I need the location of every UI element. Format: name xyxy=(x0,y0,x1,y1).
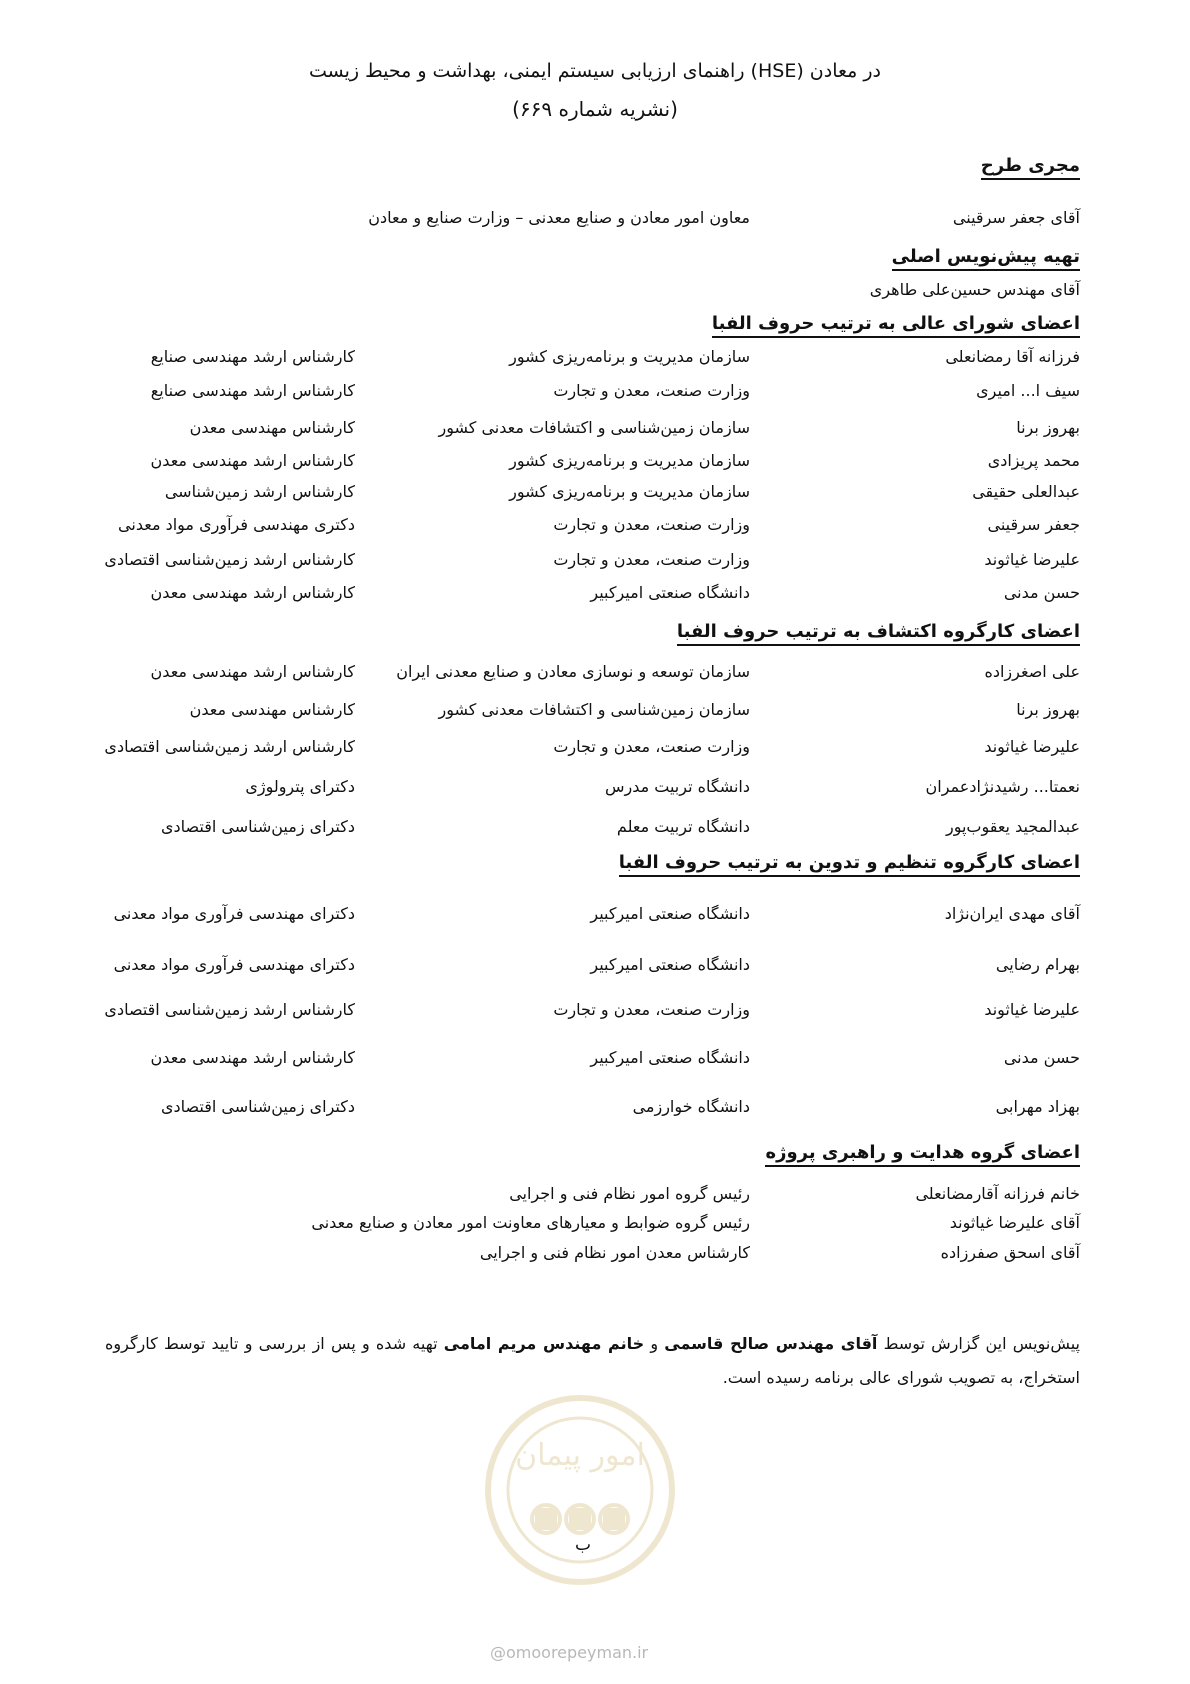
closing-paragraph xyxy=(105,1327,1080,1395)
member-organization: دانشگاه صنعتی امیرکبیر xyxy=(590,1048,750,1067)
member-name: بهرام رضایی xyxy=(995,955,1080,974)
member-organization: وزارت صنعت، معدن و تجارت xyxy=(553,1000,750,1019)
member-organization: سازمان مدیریت و برنامه‌ریزی کشور xyxy=(509,482,750,501)
executor-role: معاون امور معادن و صنایع معدنی – وزارت صنایع و معادن xyxy=(368,208,750,227)
member-degree: دکترای پترولوژی xyxy=(245,777,355,796)
member-name: حسن مدنی xyxy=(1003,583,1080,602)
member-degree: دکترای مهندسی فرآوری مواد معدنی xyxy=(113,955,355,974)
member-name: جعفر سرقینی xyxy=(987,515,1080,534)
compilation-heading: اعضای کارگروه تنظیم و تدوین به ترتیب حروف الفبا xyxy=(619,852,1080,877)
member-degree: دکترای زمین‌شناسی اقتصادی xyxy=(160,1097,355,1116)
member-organization: وزارت صنعت، معدن و تجارت xyxy=(553,381,750,400)
executor-heading: مجری طرح xyxy=(981,155,1080,180)
member-role: کارشناس معدن امور نظام فنی و اجرایی xyxy=(479,1243,750,1262)
member-role: رئیس گروه امور نظام فنی و اجرایی xyxy=(509,1184,750,1203)
member-name: فرزانه آقا رمضانعلی xyxy=(945,347,1080,366)
member-name: بهروز برنا xyxy=(1016,700,1080,719)
member-degree: دکترای زمین‌شناسی اقتصادی xyxy=(160,817,355,836)
member-degree: کارشناس ارشد زمین‌شناسی xyxy=(164,482,355,501)
member-name: آقای مهدی ایران‌نژاد xyxy=(944,904,1080,923)
member-degree: دکترای مهندسی فرآوری مواد معدنی xyxy=(113,904,355,923)
member-degree: کارشناس ارشد زمین‌شناسی اقتصادی xyxy=(104,1000,355,1019)
closing-author-2: خانم مهندس مریم امامی xyxy=(443,1334,645,1353)
member-organization: سازمان مدیریت و برنامه‌ریزی کشور xyxy=(509,347,750,366)
member-name: علیرضا غیاثوند xyxy=(984,550,1080,569)
member-organization: دانشگاه تربیت مدرس xyxy=(604,777,750,796)
member-name: حسن مدنی xyxy=(1003,1048,1080,1067)
member-degree: کارشناس ارشد مهندسی معدن xyxy=(150,451,355,470)
member-name: بهزاد مهرابی xyxy=(995,1097,1080,1116)
member-degree: کارشناس ارشد زمین‌شناسی اقتصادی xyxy=(104,550,355,569)
member-name: علی اصغرزاده xyxy=(984,662,1080,681)
member-organization: وزارت صنعت، معدن و تجارت xyxy=(553,515,750,534)
member-degree: کارشناس ارشد مهندسی صنایع xyxy=(150,381,355,400)
member-organization: سازمان زمین‌شناسی و اکتشافات معدنی کشور xyxy=(438,418,750,437)
watermark-logo xyxy=(480,1390,680,1590)
draft-author: آقای مهندس حسین‌علی طاهری xyxy=(869,280,1080,299)
member-degree: دکتری مهندسی فرآوری مواد معدنی xyxy=(118,515,355,534)
closing-text-2: و xyxy=(644,1334,665,1353)
draft-heading: تهیه پیش‌نویس اصلی xyxy=(892,246,1080,271)
member-organization: دانشگاه صنعتی امیرکبیر xyxy=(590,904,750,923)
guidance-heading: اعضای گروه هدایت و راهبری پروژه xyxy=(765,1142,1080,1167)
member-name: نعمتا... رشیدنژادعمران xyxy=(925,777,1080,796)
document-title: راهنمای ارزیابی سیستم ایمنی، بهداشت و محیط زیست (HSE) در معادن xyxy=(308,60,882,82)
member-degree: کارشناس مهندسی معدن xyxy=(189,700,355,719)
member-degree: کارشناس مهندسی معدن xyxy=(189,418,355,437)
page-number: ب xyxy=(575,1535,592,1555)
member-name: علیرضا غیاثوند xyxy=(984,1000,1080,1019)
exploration-heading: اعضای کارگروه اکتشاف به ترتیب حروف الفبا xyxy=(677,621,1080,646)
member-degree: کارشناس ارشد مهندسی معدن xyxy=(150,1048,355,1067)
member-organization: دانشگاه صنعتی امیرکبیر xyxy=(590,583,750,602)
member-name: عبدالمجید یعقوب‌پور xyxy=(945,817,1080,836)
executor-name: آقای جعفر سرقینی xyxy=(952,208,1080,227)
member-organization: سازمان مدیریت و برنامه‌ریزی کشور xyxy=(509,451,750,470)
watermark-logo-text: امور پیمان xyxy=(515,1438,645,1473)
member-organization: وزارت صنعت، معدن و تجارت xyxy=(553,550,750,569)
member-degree: کارشناس ارشد مهندسی صنایع xyxy=(150,347,355,366)
member-organization: دانشگاه صنعتی امیرکبیر xyxy=(590,955,750,974)
member-organization: سازمان توسعه و نوسازی معادن و صنایع معدنی ایران xyxy=(396,662,750,681)
member-organization: دانشگاه تربیت معلم xyxy=(616,817,750,836)
closing-text-3: تهیه شده و پس از بررسی و تایید توسط کارگروه استخراج، به تصویب شورای عالی برنامه رسیده است. xyxy=(105,1334,1080,1387)
closing-author-1: آقای مهندس صالح قاسمی xyxy=(664,1334,878,1353)
member-name: عبدالعلی حقیقی xyxy=(972,482,1080,501)
member-name: بهروز برنا xyxy=(1016,418,1080,437)
member-degree: کارشناس ارشد مهندسی معدن xyxy=(150,662,355,681)
member-role: رئیس گروه ضوابط و معیارهای معاونت امور معادن و صنایع معدنی xyxy=(311,1213,750,1232)
watermark-site: @omoorepeyman.ir xyxy=(490,1643,649,1662)
member-name: سیف ا... امیری xyxy=(976,381,1080,400)
publication-number: (نشریه شماره ۶۶۹) xyxy=(512,97,678,121)
member-name: محمد پریزادی xyxy=(987,451,1080,470)
council-heading: اعضای شورای عالی به ترتیب حروف الفبا xyxy=(712,313,1080,338)
member-degree: کارشناس ارشد مهندسی معدن xyxy=(150,583,355,602)
member-organization: دانشگاه خوارزمی xyxy=(632,1097,750,1116)
member-degree: کارشناس ارشد زمین‌شناسی اقتصادی xyxy=(104,737,355,756)
closing-text-1: پیش‌نویس این گزارش توسط xyxy=(877,1334,1081,1353)
member-organization: سازمان زمین‌شناسی و اکتشافات معدنی کشور xyxy=(438,700,750,719)
member-organization: وزارت صنعت، معدن و تجارت xyxy=(553,737,750,756)
member-name: علیرضا غیاثوند xyxy=(984,737,1080,756)
member-name: آقای اسحق صفرزاده xyxy=(940,1243,1080,1262)
member-name: خانم فرزانه آقارمضانعلی xyxy=(915,1184,1080,1203)
member-name: آقای علیرضا غیاثوند xyxy=(949,1213,1080,1232)
